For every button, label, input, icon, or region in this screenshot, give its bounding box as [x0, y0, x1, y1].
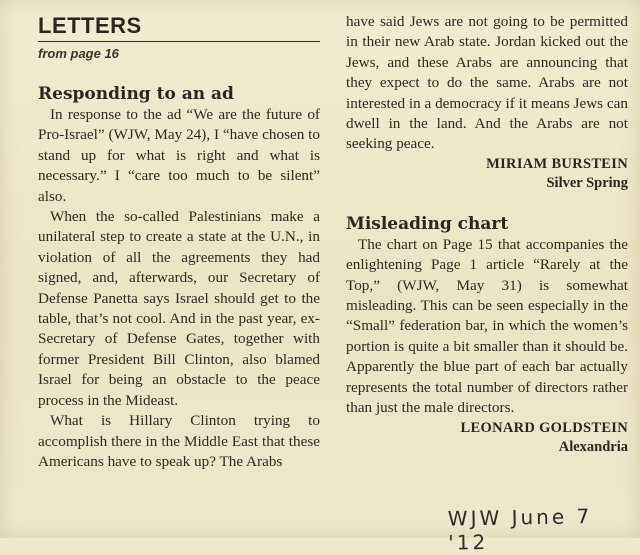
letter2-paragraph: The chart on Page 15 that accompanies the enlightening Page 1 article “Rarely at the Top,” (WJW, May 31) is somewhat misleading. This can be seen especially in the “Small” federation bar, in which the women’s portion is quite a bit smaller than it should be. Apparently the blue part of each bar actually represents the total number of directors rather than just the male directors. [346, 235, 628, 417]
title-rule [38, 41, 320, 42]
letter1-paragraph-3-continued: have said Jews are not going to be permitted in their new Arab state. Jordan kicked out the Jews, and these Arabs are announcing that they expect to do the same. Arabs are not interested in a democracy if it means Jews can dwell in the land. And the Arabs are not seeking peace. [346, 13, 628, 153]
handwritten-date-note: WJW June 7 '12 [447, 504, 593, 555]
section-title: LETTERS [38, 13, 142, 38]
letter1-signature-place: Silver Spring [546, 174, 628, 191]
letter1-paragraph-2: When the so-called Palestinians make a unilateral step to create a state at the U.N., in violation of all the agreements they had signed, and, afterwards, our Secretary of Defense Panetta says Israel should get to the table, that’s not cool. And in the past year, ex-Secretary of Defense Gates, together with former President Bill Clinton, also blamed Israel for being an obstacle to the peace process in the Mideast. [38, 208, 320, 409]
letter2-headline: Misleading chart [346, 213, 509, 234]
letter2-signature-place: Alexandria [558, 438, 628, 455]
left-column [38, 14, 320, 472]
letter1-paragraph-3-start: What is Hillary Clinton trying to accomplish there in the Middle East that these Americans have to speak up? The Arabs [38, 412, 320, 470]
letter1-signature-name: MIRIAM BURSTEIN [486, 155, 628, 172]
letter1-headline: Responding to an ad [38, 84, 234, 104]
from-page-label: from page 16 [38, 46, 119, 61]
letter2-signature-name: LEONARD GOLDSTEIN [460, 419, 628, 436]
right-column [346, 12, 628, 457]
letter1-paragraph-1: In response to the ad “We are the future of Pro-Israel” (WJW, May 24), I “have chosen to stand up for what is right and what is necessary.” I “care too much to be silent” also. [38, 106, 320, 205]
